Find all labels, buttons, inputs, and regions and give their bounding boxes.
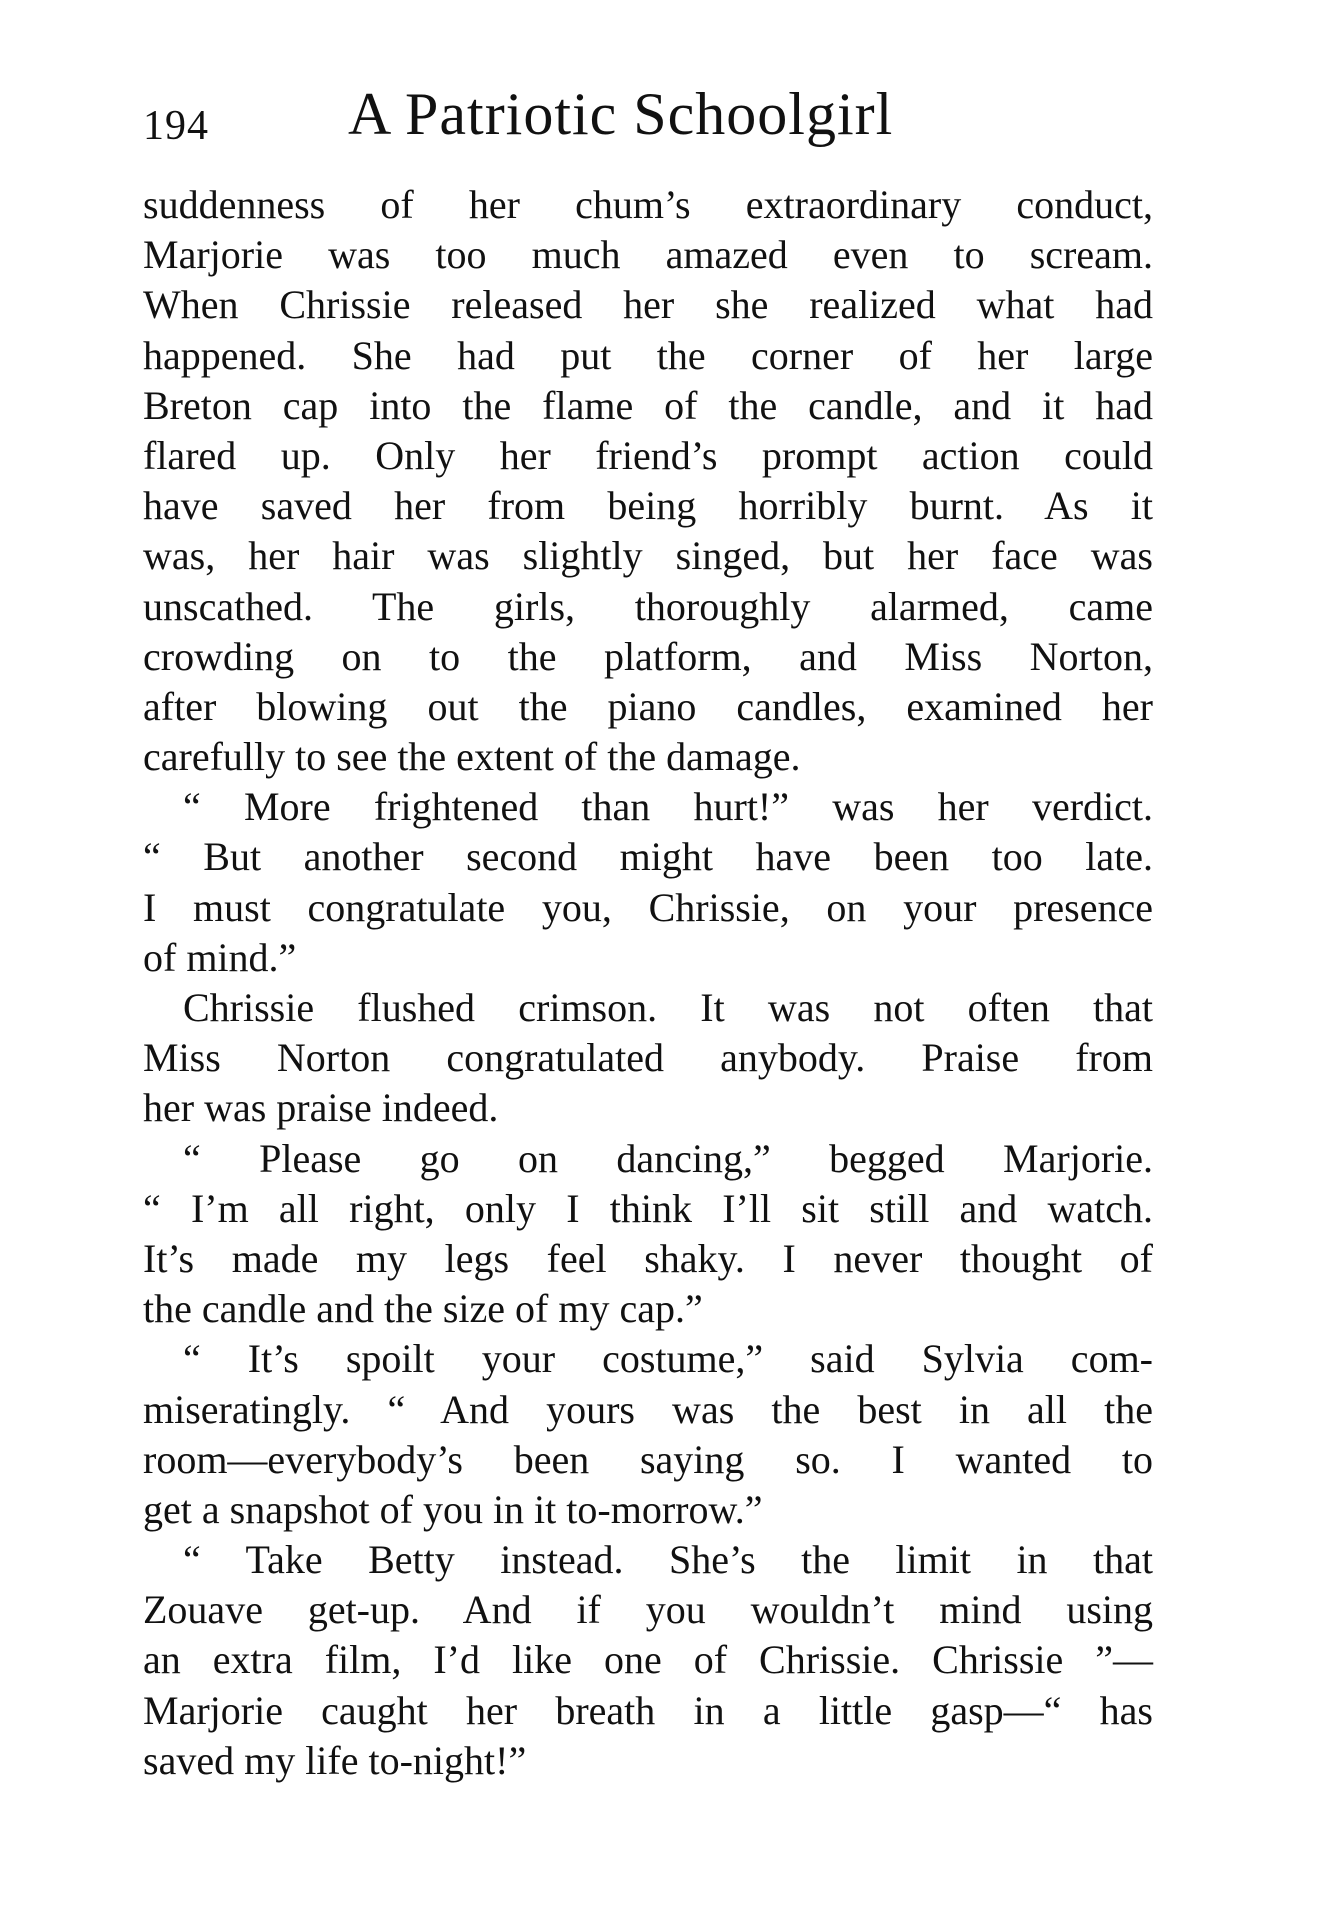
text-line: crowding on to the platform, and Miss Norton, — [143, 633, 1153, 679]
text-line: “ More frightened than hurt!” was her verdict. — [183, 784, 1153, 830]
page-header — [143, 80, 1153, 160]
text-line: Marjorie caught her breath in a little gasp—“ has — [143, 1687, 1153, 1733]
text-line: Chrissie flushed crimson. It was not often that — [183, 985, 1153, 1030]
text-line: flared up. Only her friend’s prompt action could — [143, 432, 1153, 478]
text-line: after blowing out the piano candles, examined her — [143, 683, 1153, 729]
text-line: When Chrissie released her she realized what had — [143, 282, 1153, 328]
text-line: have saved her from being horribly burnt. As it — [143, 483, 1153, 529]
text-line: Zouave get-up. And if you wouldn’t mind using — [143, 1587, 1153, 1633]
text-line: miseratingly. “ And yours was the best in all the — [143, 1386, 1153, 1432]
text-line: It’s made my legs feel shaky. I never thought of — [143, 1235, 1153, 1281]
text-line: unscathed. The girls, thoroughly alarmed, came — [143, 583, 1153, 629]
text-line: saved my life to-night!” — [143, 1737, 527, 1783]
text-line: “ But another second might have been too late. — [143, 834, 1153, 880]
text-line: “ I’m all right, only I think I’ll sit still and watch. — [143, 1185, 1153, 1231]
text-line: “ Please go on dancing,” begged Marjorie. — [183, 1135, 1153, 1181]
page-number: 194 — [143, 103, 209, 149]
text-line: suddenness of her chum’s extraordinary conduct, — [143, 182, 1153, 227]
text-line: an extra film, I’d like one of Chrissie. Chrissie ”— — [143, 1637, 1153, 1683]
text-line: “ Take Betty instead. She’s the limit in that — [183, 1537, 1153, 1583]
text-line: I must congratulate you, Chrissie, on your presence — [143, 884, 1153, 930]
text-line: get a snapshot of you in it to-morrow.” — [143, 1486, 763, 1532]
text-line: carefully to see the extent of the damage. — [143, 734, 801, 780]
text-line: was, her hair was slightly singed, but her face was — [143, 533, 1153, 579]
text-line: Marjorie was too much amazed even to scream. — [143, 232, 1153, 278]
text-line: room—everybody’s been saying so. I wanted to — [143, 1436, 1153, 1482]
text-line: Breton cap into the flame of the candle, and it had — [143, 382, 1153, 428]
text-line: of mind.” — [143, 934, 297, 980]
text-line: “ It’s spoilt your costume,” said Sylvia com- — [183, 1336, 1153, 1382]
text-line: her was praise indeed. — [143, 1085, 499, 1131]
text-line: the candle and the size of my cap.” — [143, 1286, 703, 1332]
text-line: happened. She had put the corner of her large — [143, 332, 1153, 378]
running-title: A Patriotic Schoolgirl — [348, 81, 894, 147]
text-line: Miss Norton congratulated anybody. Praise from — [143, 1035, 1153, 1081]
body-text — [143, 180, 1153, 1786]
